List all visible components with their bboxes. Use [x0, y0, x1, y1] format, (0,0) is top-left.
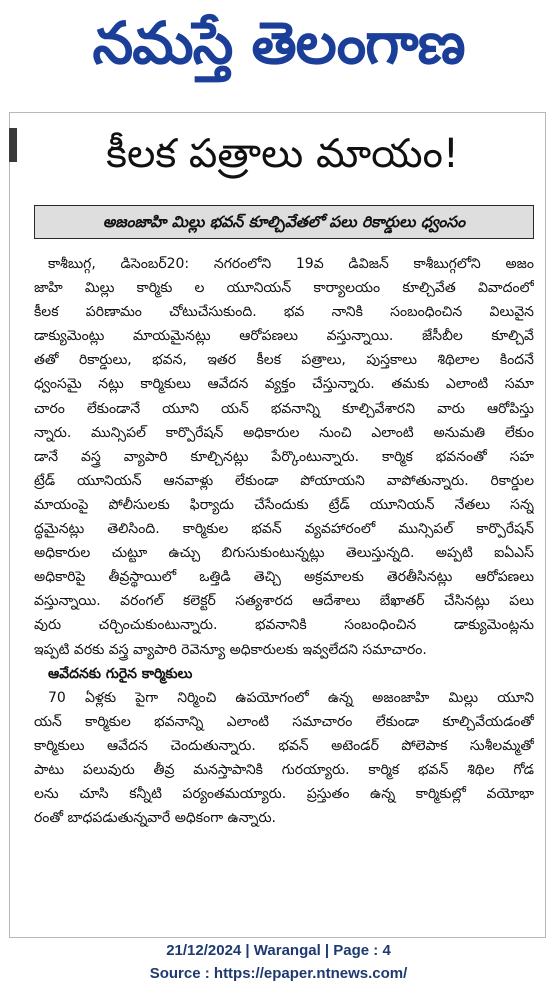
body-line: ఇప్పటి వరకు వస్త్ర వ్యాపారి రెవెన్యూ అధికారులకు ఇవ్వలేదని సమాచారం.: [34, 641, 427, 658]
body-line: కాశీబుగ్గ, డిసెంబర్20: నగరంలోని 19వ డివిజన్ కాశీబుగ్గలోని అజం: [48, 256, 534, 272]
body-line: యన్ కార్మికుల భవనాన్ని ఎలాంటి సమాచారం లేకుండా కూల్చివేయడంతో: [34, 713, 534, 730]
body-line: ద్ధమైనట్లు తెలిసింది. కార్మికుల భవన్ వ్యవహారంలో మున్సిపల్ కార్పొరేషన్: [34, 521, 534, 538]
body-line: అధికారుల చుట్టూ ఉచ్చు బిగుసుకుంటున్నట్లు తెలుస్తున్నది. అప్పటి ఐఏఎస్: [34, 545, 534, 562]
body-line: మాయంపై పోలీసులకు ఫిర్యాదు చేసేందుకు ట్రేడ్ యూనియన్ నేతలు సన్న: [34, 496, 534, 513]
article-body: [34, 252, 534, 830]
body-line: పాటు పలువురు తీవ్ర మనస్తాపానికి గురయ్యారు. కార్మిక భవన్ శిథిల గోడ: [34, 761, 534, 778]
body-line: ధ్వంసమై నట్లు కార్మికులు ఆవేదన వ్యక్తం చేస్తున్నారు. తమకు ఎలాంటి సమా: [34, 376, 534, 393]
article-subheadline: అజంజాహి మిల్లు భవన్ కూల్చివేతలో పలు రికార్డులు ధ్వంసం: [102, 213, 466, 231]
body-line: 70 ఏళ్లకు పైగా నిర్మించి ఉపయోగంలో ఉన్న అజంజాహి మిల్లు యూని: [48, 689, 534, 706]
body-line: ట్రేడ్ యూనియన్ ఆనవాళ్లు లేకుండా పోయాయని వాపోతున్నారు. రికార్డుల: [34, 472, 534, 489]
body-line: వురు చర్చించుకుంటున్నారు. భవనానికి సంబంధించిన డాక్యుమెంట్లను: [34, 617, 534, 634]
body-line: వస్తున్నాయి. వరంగల్ కలెక్టర్ సత్యశారద ఆదేశాలు బేఖాతర్ చేసినట్లు పలు: [34, 593, 534, 610]
body-line: జాహి మిల్లు కార్మికు ల యూనియన్ కార్యాలయం కూల్చివేత వివాదంలో: [34, 280, 534, 297]
body-line: అధికారిపై తీవ్రస్థాయిలో ఒత్తిడి తెచ్చి అక్రమాలకు తెరతీసినట్లు ఆరోపణలు: [34, 569, 534, 586]
newspaper-logo: నమస్తే తెలంగాణ: [92, 9, 465, 77]
body-line: డానే వస్త్ర వ్యాపారి కూల్చినట్లు పేర్కొంటున్నారు. కార్మిక భవనంతో సహ: [34, 448, 534, 465]
headline-marker: [9, 128, 17, 162]
body-line: న్నారు. మున్సిపల్ కార్పొరేషన్ అధికారుల నుంచి ఎలాంటి అనుమతి లేకుం: [34, 424, 534, 441]
footer-date-edition: 21/12/2024 | Warangal | Page : 4: [166, 942, 391, 959]
body-line: చారం లేకుండానే యూని యన్ భవనాన్ని కూల్చివేశారని వారు ఆరోపిస్తు: [34, 400, 534, 417]
masthead: [0, 0, 557, 108]
body-line: తతో రికార్డులు, భవన, ఇతర కీలక పత్రాలు, పుస్తకాలు శిథిలాల కిందనే: [34, 352, 534, 369]
body-line: రంతో బాధపడుతున్నవారే అధికంగా ఉన్నారు.: [34, 810, 276, 827]
section-subheading: ఆవేదనకు గురైన కార్మికులు: [48, 665, 193, 682]
footer-source: Source : https://epaper.ntnews.com/: [149, 965, 408, 982]
body-line: లను చూసి కన్నీటి పర్యంతమయ్యారు. ప్రస్తుతం ఉన్న కార్మికుల్లో వయోభా: [34, 786, 534, 803]
body-line: కీలక పరిణామం చోటుచేసుకుంది. భవ నానికి సంబంధించిన విలువైన: [34, 304, 534, 321]
body-line: డాక్యుమెంట్లు మాయమైనట్లు ఆరోపణలు వస్తున్నాయి. జేసీబీల కూల్చివే: [34, 328, 534, 345]
body-line: కార్మికులు ఆవేదన చెందుతున్నారు. భవన్ అటెండర్ పోలెపాక సుశీలమ్మతో: [34, 737, 534, 754]
article-headline: కీలక పత్రాలు మాయం!: [106, 131, 459, 177]
